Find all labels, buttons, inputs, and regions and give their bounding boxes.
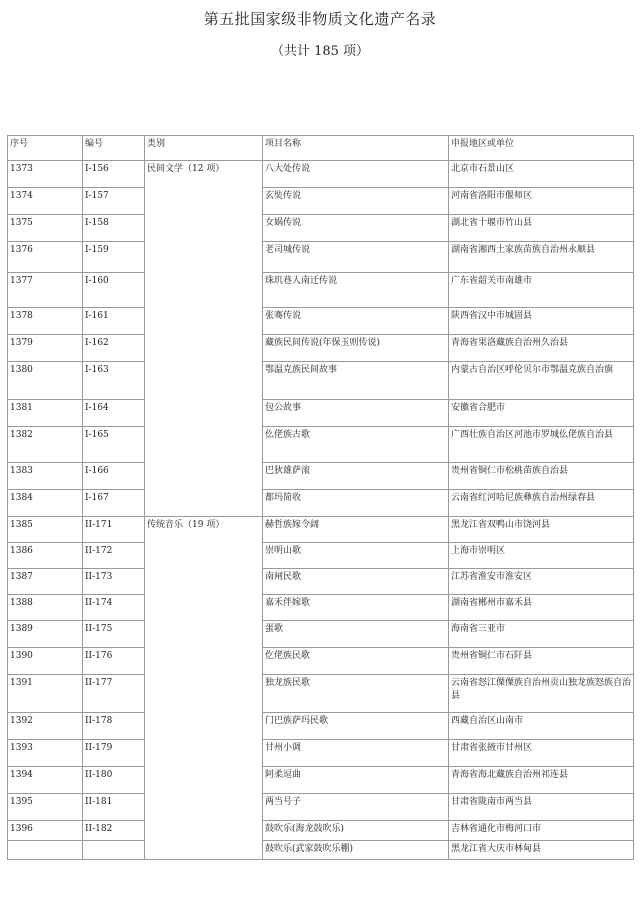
cell-project-name: 崇明山歌 [263, 543, 449, 569]
cell-code: II-179 [83, 740, 145, 767]
cell-seq: 1380 [8, 362, 83, 400]
table-row [8, 517, 634, 543]
cell-code: I-156 [83, 161, 145, 188]
cell-seq: 1396 [8, 821, 83, 841]
cell-seq: 1373 [8, 161, 83, 188]
cell-region: 湖南省湘西土家族苗族自治州永顺县 [449, 242, 634, 273]
cell-seq: 1377 [8, 273, 83, 308]
cell-project-name: 都玛简收 [263, 490, 449, 517]
cell-code: I-159 [83, 242, 145, 273]
cell-code: I-167 [83, 490, 145, 517]
table-row [8, 740, 634, 767]
table-row [8, 794, 634, 821]
cell-seq: 1389 [8, 621, 83, 648]
cell-seq: 1387 [8, 569, 83, 595]
cell-region: 青海省海北藏族自治州祁连县 [449, 767, 634, 794]
cell-project-name: 独龙族民歌 [263, 675, 449, 713]
table-row [8, 161, 634, 188]
table-row [8, 335, 634, 362]
cell-code: I-158 [83, 215, 145, 242]
header-category: 类别 [145, 136, 263, 161]
cell-project-name: 八大处传说 [263, 161, 449, 188]
cell-region: 陕西省汉中市城固县 [449, 308, 634, 335]
table-header-row [8, 136, 634, 161]
cell-project-name: 老司城传说 [263, 242, 449, 273]
cell-region: 贵州省铜仁市石阡县 [449, 648, 634, 675]
table-row [8, 543, 634, 569]
cell-project-name: 珠玑巷人南迁传说 [263, 273, 449, 308]
header-code: 编号 [83, 136, 145, 161]
cell-region: 云南省怒江傈僳族自治州贡山独龙族怒族自治县 [449, 675, 634, 713]
cell-project-name: 鼓吹乐(海龙鼓吹乐) [263, 821, 449, 841]
cell-seq: 1376 [8, 242, 83, 273]
cell-region: 湖南省郴州市嘉禾县 [449, 595, 634, 621]
table-row [8, 362, 634, 400]
cell-project-name: 阿柔逗曲 [263, 767, 449, 794]
cell-code: I-163 [83, 362, 145, 400]
cell-region: 黑龙江省大庆市林甸县 [449, 841, 634, 860]
cell-project-name: 巴狄雄萨滚 [263, 463, 449, 490]
cell-project-name: 南闸民歌 [263, 569, 449, 595]
table-row [8, 188, 634, 215]
cell-code: II-173 [83, 569, 145, 595]
cell-region: 青海省果洛藏族自治州久治县 [449, 335, 634, 362]
cell-project-name: 甘州小调 [263, 740, 449, 767]
table-row [8, 400, 634, 427]
cell-region: 河南省洛阳市偃师区 [449, 188, 634, 215]
cell-region: 广东省韶关市南雄市 [449, 273, 634, 308]
cell-region: 上海市崇明区 [449, 543, 634, 569]
cell-region: 甘肃省陇南市两当县 [449, 794, 634, 821]
cell-region: 吉林省通化市梅河口市 [449, 821, 634, 841]
cell-project-name: 包公故事 [263, 400, 449, 427]
cell-seq: 1375 [8, 215, 83, 242]
header-region: 申报地区或单位 [449, 136, 634, 161]
cell-project-name: 藏族民间传说(年保玉则传说) [263, 335, 449, 362]
table-row [8, 242, 634, 273]
cell-project-name: 鄂温克族民间故事 [263, 362, 449, 400]
cell-seq: 1394 [8, 767, 83, 794]
cell-region: 湖北省十堰市竹山县 [449, 215, 634, 242]
cell-code: I-157 [83, 188, 145, 215]
heritage-list-table [7, 135, 634, 860]
cell-code: I-165 [83, 427, 145, 463]
document-subtitle: （共计 185 项） [270, 44, 370, 59]
cell-region: 海南省三亚市 [449, 621, 634, 648]
cell-seq: 1385 [8, 517, 83, 543]
cell-seq: 1395 [8, 794, 83, 821]
table-row [8, 621, 634, 648]
cell-seq: 1390 [8, 648, 83, 675]
cell-code: II-178 [83, 713, 145, 740]
table-row [8, 427, 634, 463]
cell-code: I-164 [83, 400, 145, 427]
cell-region: 江苏省淮安市淮安区 [449, 569, 634, 595]
table-row [8, 767, 634, 794]
cell-project-name: 门巴族萨玛民歌 [263, 713, 449, 740]
cell-seq: 1374 [8, 188, 83, 215]
cell-project-name: 两当号子 [263, 794, 449, 821]
cell-code: I-161 [83, 308, 145, 335]
cell-seq: 1383 [8, 463, 83, 490]
cell-region: 安徽省合肥市 [449, 400, 634, 427]
table-row [8, 821, 634, 841]
cell-category: 传统音乐（19 项） [145, 517, 263, 860]
cell-seq: 1378 [8, 308, 83, 335]
cell-seq: 1386 [8, 543, 83, 569]
table-row [8, 713, 634, 740]
cell-project-name: 玄奘传说 [263, 188, 449, 215]
cell-seq: 1393 [8, 740, 83, 767]
cell-project-name: 嘉禾伴嫁歌 [263, 595, 449, 621]
table-row [8, 215, 634, 242]
table-row [8, 273, 634, 308]
table-row [8, 841, 634, 860]
cell-project-name: 张骞传说 [263, 308, 449, 335]
table-row [8, 675, 634, 713]
cell-seq: 1379 [8, 335, 83, 362]
table-row [8, 308, 634, 335]
cell-code: II-174 [83, 595, 145, 621]
cell-region: 甘肃省张掖市甘州区 [449, 740, 634, 767]
table-row [8, 648, 634, 675]
header-seq: 序号 [8, 136, 83, 161]
table-row [8, 569, 634, 595]
cell-code: II-182 [83, 821, 145, 841]
cell-code: II-176 [83, 648, 145, 675]
cell-project-name: 女娲传说 [263, 215, 449, 242]
table-body [8, 161, 634, 860]
cell-code: II-177 [83, 675, 145, 713]
table-row [8, 595, 634, 621]
document-title: 第五批国家级非物质文化遗产名录 [203, 10, 437, 28]
cell-code: II-175 [83, 621, 145, 648]
cell-code: II-171 [83, 517, 145, 543]
cell-seq: 1384 [8, 490, 83, 517]
cell-category: 民间文学（12 项） [145, 161, 263, 517]
cell-region: 广西壮族自治区河池市罗城仫佬族自治县 [449, 427, 634, 463]
cell-project-name: 鼓吹乐(武家鼓吹乐棚) [263, 841, 449, 860]
cell-code: II-172 [83, 543, 145, 569]
cell-project-name: 仫佬族古歌 [263, 427, 449, 463]
cell-code: I-166 [83, 463, 145, 490]
cell-project-name: 蛋歌 [263, 621, 449, 648]
cell-region: 西藏自治区山南市 [449, 713, 634, 740]
table-row [8, 463, 634, 490]
table-row [8, 490, 634, 517]
cell-region: 云南省红河哈尼族彝族自治州绿春县 [449, 490, 634, 517]
cell-region: 内蒙古自治区呼伦贝尔市鄂温克族自治旗 [449, 362, 634, 400]
cell-seq: 1381 [8, 400, 83, 427]
cell-region: 北京市石景山区 [449, 161, 634, 188]
cell-code: II-181 [83, 794, 145, 821]
cell-code: II-180 [83, 767, 145, 794]
cell-project-name: 赫哲族嫁令阔 [263, 517, 449, 543]
cell-seq: 1388 [8, 595, 83, 621]
cell-seq: 1392 [8, 713, 83, 740]
cell-code: I-160 [83, 273, 145, 308]
header-project-name: 项目名称 [263, 136, 449, 161]
cell-region: 黑龙江省双鸭山市饶河县 [449, 517, 634, 543]
cell-seq: 1391 [8, 675, 83, 713]
cell-code [83, 841, 145, 860]
cell-region: 贵州省铜仁市松桃苗族自治县 [449, 463, 634, 490]
cell-seq [8, 841, 83, 860]
cell-seq: 1382 [8, 427, 83, 463]
cell-code: I-162 [83, 335, 145, 362]
cell-project-name: 仡佬族民歌 [263, 648, 449, 675]
